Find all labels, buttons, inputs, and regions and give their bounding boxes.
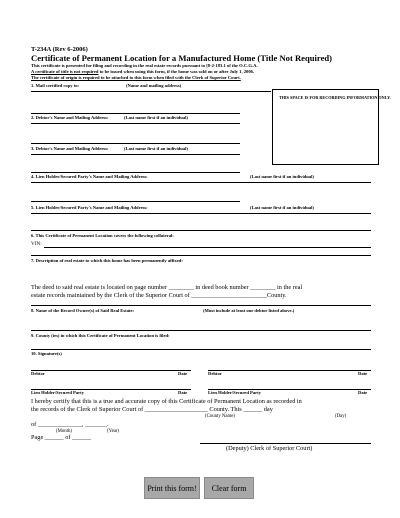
note-origin: The certificate of origin is required to be attached to this form when filed with the Clerk of Superior Court. [31,75,241,80]
debtor-1-signature-line [31,370,191,371]
vin-label: VIN: [31,241,42,247]
debtor-1-date-label: Date [178,371,188,376]
section-5-line [31,213,371,214]
section-5-top-line [31,201,240,202]
clerk-text-line-1: I hereby certify that this is a true and accurate copy of this Certificate of Permanent Location as recorded in [31,398,302,405]
note-underlined: A certificate of title is not required [31,69,99,74]
section-5-sub: (Last name first if an individual) [250,205,314,210]
section-2-label: 2. Debtor's Name and Mailing Address: [31,115,109,120]
section-1-label: 1. Mail certified copy to: [31,83,80,88]
debtor-2-label: Debtor [208,371,222,376]
section-4-sub: (Last name first if an individual) [250,174,314,179]
clear-form-button[interactable]: Clear form [204,477,254,499]
section-9-label: 9. County (ies) in which this Certificate of Permanent Location is filed: [31,333,170,338]
day-caption: (Day) [335,414,347,419]
section-6-label: 6. This Certificate of Permanent Location covers the following collateral: [31,233,174,238]
form-number: T-234A (Rev 6-2006) [31,46,88,53]
section-1-sub: (Name and mailing address) [126,83,182,88]
debtor-2-signature-line [208,370,371,371]
section-4-top-line [31,172,240,173]
note-rest: to be issued when using this form, if the home was sold on or after July 1, 2006. [98,69,255,74]
vin-line [44,247,371,248]
lien-2-date-label: Date [358,390,368,395]
lien-1-date-label: Date [178,390,188,395]
recording-box-label: THIS SPACE IS FOR RECORDING INFORMATION ONLY. [279,95,391,100]
section-6-top-line [31,230,371,231]
note-title-not-required [31,69,254,74]
section-10-top-line [31,349,371,350]
section-3-top-line [31,143,240,144]
form-title: Certificate of Permanent Location for a Manufactured Home (Title Not Required) [31,53,333,63]
section-8-sub: (Must include at least one debtor listed above.) [203,308,295,313]
clerk-label: (Deputy) Clerk of Superior Court) [226,445,313,452]
recording-box [272,89,391,165]
debtor-2-date-label: Date [358,371,368,376]
clerk-text-line-2: the records of the Clerk of Superior Court of ____________________ County. This ______ day [31,406,273,413]
deed-text-line-2: estate records maintained by the Clerk of the Superior Court of ________________________County. [31,292,287,299]
section-7-top-line [31,255,371,256]
section-2-top-line [31,113,240,114]
section-5-label: 5. Lien Holder/Secured Party's Name and Mailing Address: [31,205,148,210]
section-8-label: 8. Name of the Record Owner(s) of Said Real Estate: [31,308,135,313]
page-of-line: Page ______ of ______ [31,434,91,441]
month-caption: (Month) [56,429,72,434]
print-form-button[interactable]: Print this form! [144,477,200,499]
note-filing: This certificate is presented for filing and recording in the real estate records pursuant to [8-2-183.1 of the O.C.G.A. [31,63,258,68]
lien-2-label: Lien Holder/Secured Party [208,390,261,395]
section-2-line [31,123,240,124]
debtor-1-label: Debtor [31,371,45,376]
section-4-line [31,182,371,183]
section-4-label: 4. Lien Holder/Secured Party's Name and Mailing Address: [31,174,148,179]
deed-text-line-1: The deed to said real estate is located on page number ________ in deed book number ________ in the real [31,284,303,291]
section-3-line [31,154,240,155]
clerk-signature-line [200,443,371,444]
section-7-label: 7. Description of real estate to which this home has been permanently affixed: [31,258,183,263]
section-2-sub: (Last name first if an individual) [124,115,188,120]
section-1-line [31,91,271,92]
section-3-label: 3. Debtor's Name and Mailing Address: [31,146,109,151]
section-10-label: 10. Signature(s) [31,351,62,356]
section-3-sub: (Last name first if an individual) [124,146,188,151]
lien-1-label: Lien Holder/Secured Party [31,390,84,395]
section-9-top-line [31,330,371,331]
year-caption: (Year) [107,429,120,434]
of-month-year-line: of ______________, _______. [31,421,109,428]
county-name-caption: (County Name) [205,414,235,419]
section-8-top-line [31,305,371,306]
